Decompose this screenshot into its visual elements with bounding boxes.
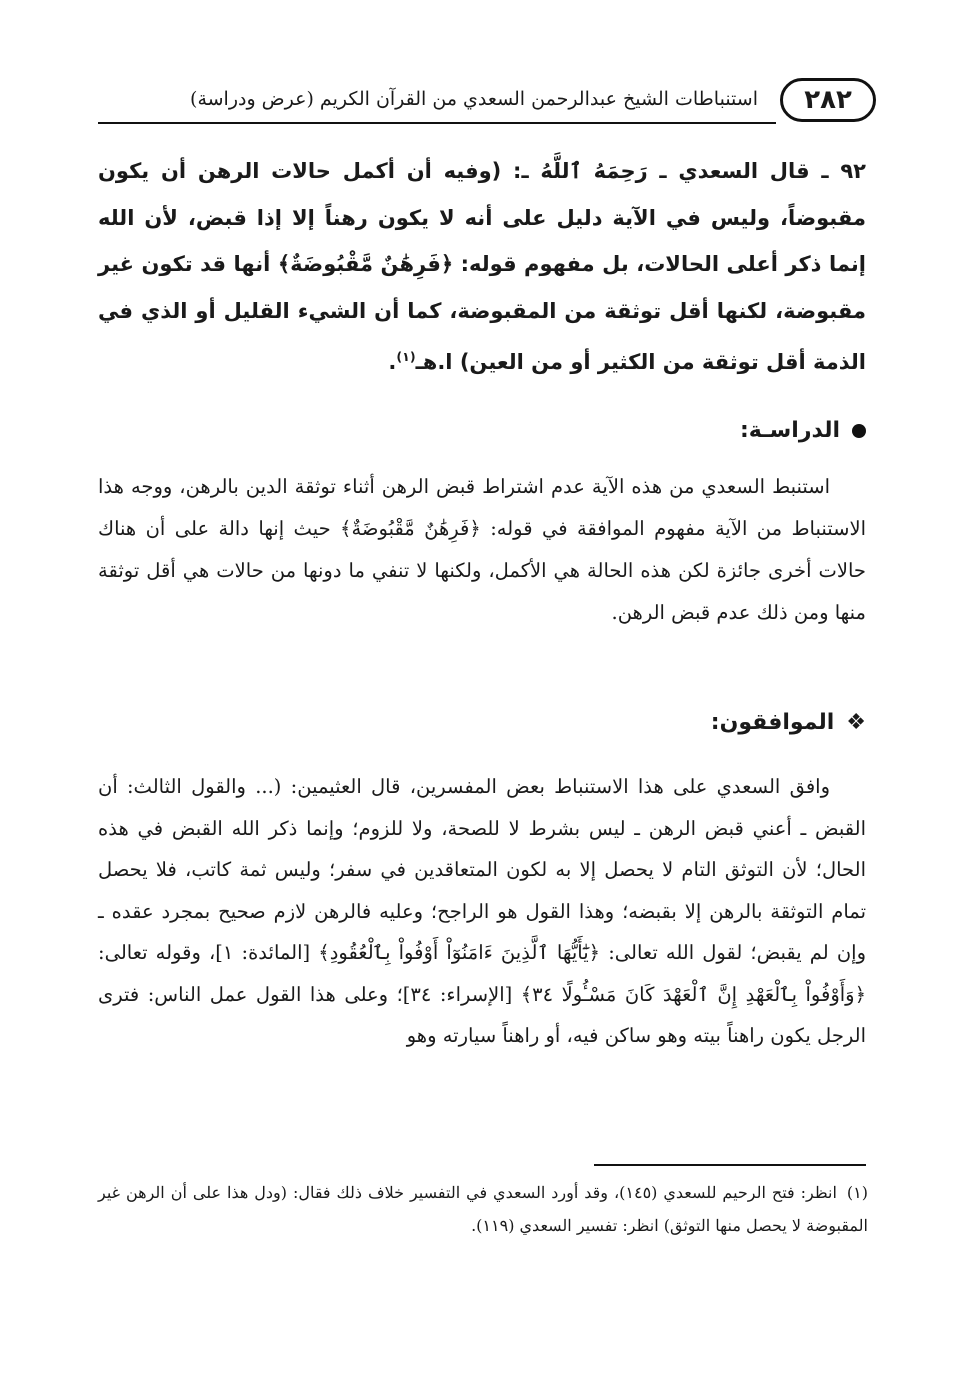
study-text: استنبط السعدي من هذه الآية عدم اشتراط قبض الرهن أثناء توثقة الدين بالرهن، ووجه هذا الاستنباط من الآية مفهوم الموافقة في قوله: ﴿فَرِهَٰنٌ مَّقْبُوضَةٌ﴾ حيث إنها دالة على أن هناك حالات أخرى جائزة لكن هذه الحالة هي الأكمل، ولكنها لا تنفي ما دونها من حالات هي أقل توثقة منها ومن ذلك عدم قبض الرهن. xyxy=(98,475,866,624)
study-heading-label: الدراسـة: xyxy=(739,418,840,443)
page-number: ٢٨٢ xyxy=(804,85,852,115)
agreeing-paragraph xyxy=(98,766,866,1057)
header-rule xyxy=(98,122,776,124)
entry-paragraph xyxy=(98,148,866,386)
running-title: استنباطات الشيخ عبدالرحمن السعدي من القرآن الكريم (عرض ودراسة) xyxy=(190,88,758,110)
footnote-reference[interactable]: (١) xyxy=(396,349,416,364)
page-header xyxy=(98,74,876,134)
entry-end: . xyxy=(388,350,397,374)
bullet-icon xyxy=(852,424,866,438)
agreeing-text: وافق السعدي على هذا الاستنباط بعض المفسرين، قال العثيمين: (... والقول الثالث: أن القبض ـ أعني قبض الرهن ـ ليس بشرط لا للصحة، ولا للزوم؛ وإنما ذكر الله القبض في هذه الحال؛ لأن التوثق التام لا يحصل إلا به لكون المتعاقدين في سفر؛ وليس ثمة كاتب، فلا يحصل تمام التوثقة بالرهن إلا بقبضه؛ وهذا القول هو الراجح؛ وعليه فالرهن لازم صحيح بمجرد عقده ـ وإن لم يقبض؛ لقول الله تعالى: ﴿يَٰٓأَيُّهَا ٱلَّذِينَ ءَامَنُوٓاْ أَوْفُواْ بِٱلْعُقُودِ﴾ [المائدة: ١]، وقوله تعالى: ﴿وَأَوْفُواْ بِٱلْعَهْدِ إِنَّ ٱلْعَهْدَ كَانَ مَسْـُٔولًا ٣٤﴾ [الإسراء: ٣٤]؛ وعلى هذا القول عمل الناس: فترى الرجل يكون راهناً بيته وهو ساكن فيه، أو راهناً سيارته وهو xyxy=(98,775,867,1047)
study-paragraph xyxy=(98,466,866,634)
footnote xyxy=(98,1176,868,1242)
entry-text: ٩٢ ـ قال السعدي ـ رَحِمَهُ ٱللَّهُ ـ: (وفيه أن أكمل حالات الرهن أن يكون مقبوضاً، وليس في الآية دليل على أنه لا يكون رهناً إلا إذا قبض، لأن الله إنما ذكر أعلى الحالات، بل مفهوم قوله: ﴿فَرِهَٰنٌ مَّقْبُوضَةٌ﴾ أنها قد تكون غير مقبوضة، لكنها أقل توثقة من المقبوضة، كما أن الشيء القليل أو الذي في الذمة أقل توثقة من الكثير أو من العين) ا.هـ xyxy=(98,159,866,374)
agreeing-heading xyxy=(711,710,866,735)
page-number-badge xyxy=(780,78,876,122)
agreeing-heading-label: الموافقون: xyxy=(710,710,835,735)
four-diamonds-icon: ❖ xyxy=(846,709,866,735)
footnote-text: انظر: فتح الرحيم للسعدي (١٤٥)، وقد أورد السعدي في التفسير خلاف ذلك فقال: (ودل هذا على أن الرهن غير المقبوضة لا يحصل منها التوثق) انظر: تفسير السعدي (١١٩). xyxy=(98,1183,868,1235)
footnote-marker: (١) xyxy=(846,1183,869,1202)
footnote-separator xyxy=(594,1164,866,1166)
study-heading xyxy=(740,418,866,443)
